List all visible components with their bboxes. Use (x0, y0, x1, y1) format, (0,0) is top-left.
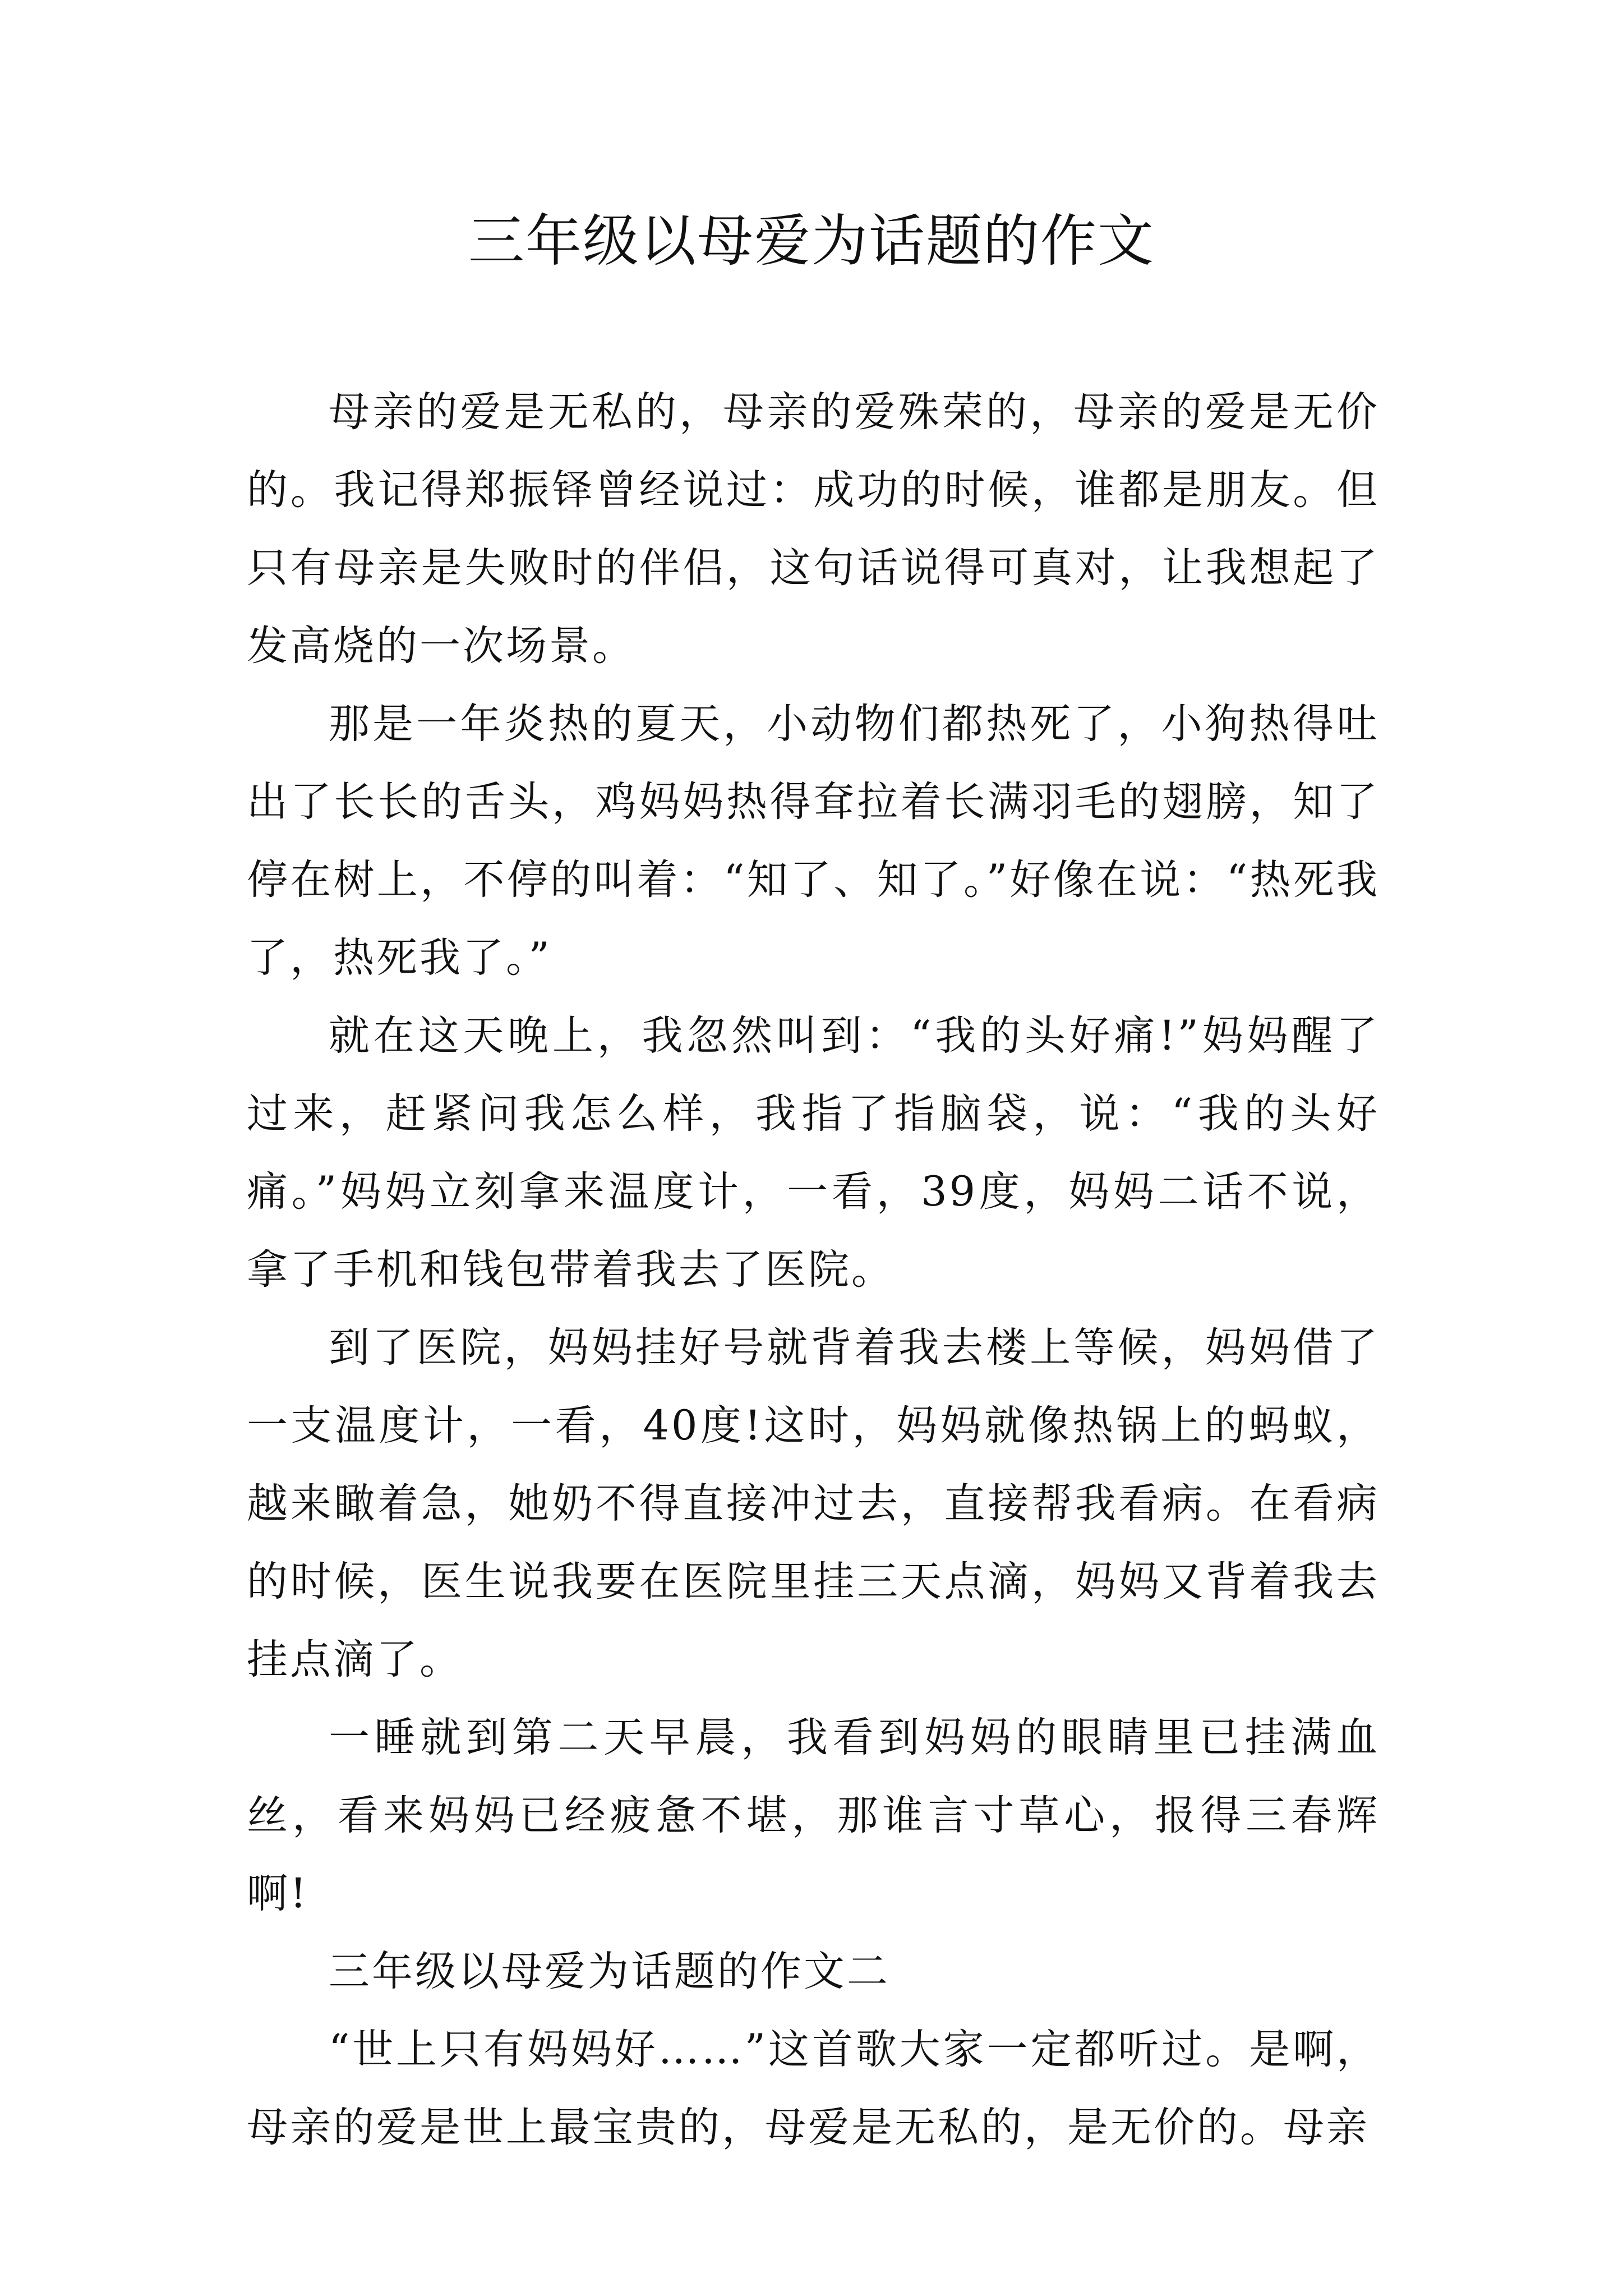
document-title: 三年级以母爱为话题的作文 (468, 208, 1155, 274)
paragraph-5: 一睡就到第二天早晨，我看到妈妈的眼睛里已挂满血丝，看来妈妈已经疲惫不堪，那谁言寸草心，报得三春辉啊! (247, 1714, 1380, 1917)
paragraph-3: 就在这天晚上，我忽然叫到：“我的头好痛!”妈妈醒了过来，赶紧问我怎么样，我指了指脑袋，说：“我的头好痛。”妈妈立刻拿来温度计，一看，39度，妈妈二话不说，拿了手机和钱包带着我去了医院。 (247, 1012, 1380, 1294)
paragraph-1: 母亲的爱是无私的，母亲的爱殊荣的，母亲的爱是无价的。我记得郑振铎曾经说过：成功的时候，谁都是朋友。但只有母亲是失败时的伴侣，这句话说得可真对，让我想起了发高烧的一次场景。 (247, 388, 1380, 670)
paragraph-6: “世上只有妈妈好……”这首歌大家一定都听过。是啊，母亲的爱是世上最宝贵的，母爱是无私的，是无价的。母亲 (247, 2026, 1380, 2151)
paragraph-2: 那是一年炎热的夏天，小动物们都热死了，小狗热得吐出了长长的舌头，鸡妈妈热得耷拉着长满羽毛的翅膀，知了停在树上，不停的叫着：“知了、知了。”好像在说：“热死我了，热死我了。” (247, 700, 1380, 982)
paragraph-4: 到了医院，妈妈挂好号就背着我去楼上等候，妈妈借了一支温度计，一看，40度!这时，妈妈就像热锅上的蚂蚁，越来瞰着急，她奶不得直接冲过去，直接帮我看病。在看病的时候，医生说我要在医院里挂三天点滴，妈妈又背着我去挂点滴了。 (247, 1324, 1380, 1683)
section-heading-2: 三年级以母爱为话题的作文二 (329, 1948, 890, 1995)
document-body (247, 373, 1380, 2166)
